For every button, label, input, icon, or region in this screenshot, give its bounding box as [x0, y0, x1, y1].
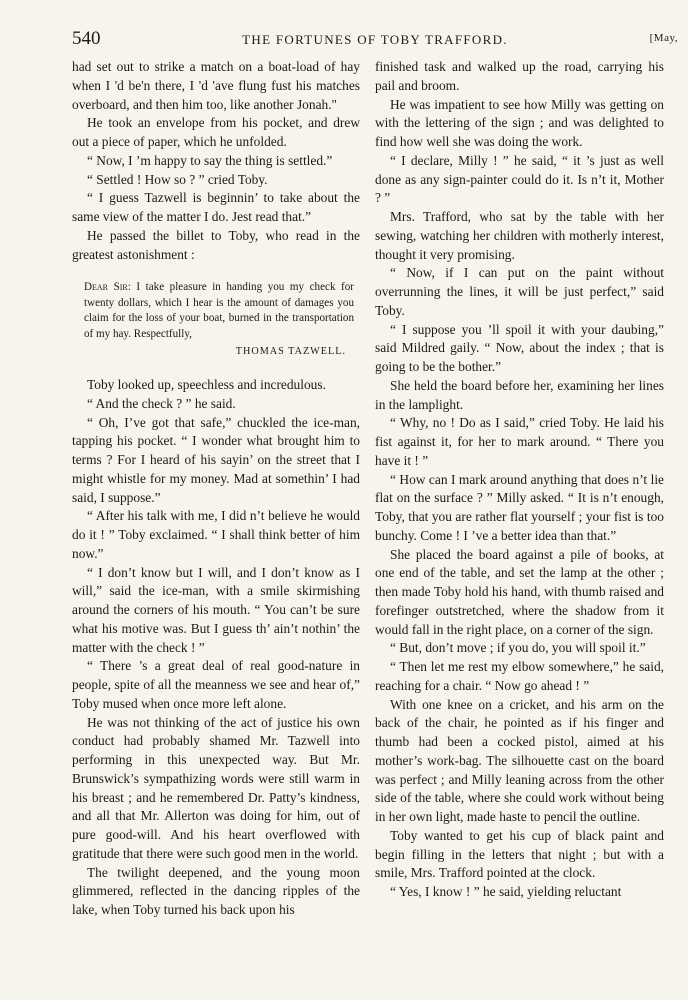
page-number: 540: [72, 28, 101, 49]
paragraph: “ Why, no ! Do as I said,” cried Toby. He laid his fist against it, for her to mark around. “ There you have it ! ”: [375, 415, 664, 468]
running-header: [72, 28, 678, 52]
paragraph: He was impatient to see how Milly was getting on with the lettering of the sign ; and was delighted to find how well she was doing the work.: [375, 96, 664, 149]
paragraph: “ Now, I ’m happy to say the thing is settled.”: [87, 152, 333, 168]
paragraph: “ I guess Tazwell is beginnin’ to take about the same view of the matter I do. Jest read that.”: [72, 190, 360, 224]
paragraph: “ I declare, Milly ! ” he said, “ it ’s just as well done as any sign-painter could do it. Is n’t it, Mother ? ”: [375, 152, 664, 206]
right-column: [375, 58, 664, 902]
paragraph: “ How can I mark around anything that does n’t lie flat on the surface ? ” Milly asked. “ It is n’t enough, Toby, that you are rather flat yourself ; your fist is too bunchy. Come ! I ’ve a better idea than that.”: [375, 471, 664, 543]
letter-signature: THOMAS TAZWELL.: [235, 345, 346, 357]
paragraph: finished task and walked up the road, carrying his pail and broom.: [375, 59, 664, 93]
paragraph: “ I suppose you ’ll spoil it with your daubing,” said Mildred gaily. “ Now, about the index ; that is going to be the bother.”: [375, 321, 664, 374]
paragraph: had set out to strike a match on a boat-load of hay when I 'd be'n there, I 'd 'ave flung fust his matches overboard, and then him too, like another Jonah.": [72, 59, 360, 112]
paragraph: “ There ’s a great deal of real good-nature in people, spite of all the meanness we see and hear of,” Toby mused when once more left alone.: [72, 658, 360, 711]
running-month: [May,: [649, 32, 678, 44]
paragraph: “ After his talk with me, I did n’t believe he would do it ! ” Toby exclaimed. “ I shall think better of him now.”: [72, 508, 360, 561]
paragraph: “ Settled ! How so ? ” cried Toby.: [87, 171, 268, 187]
paragraph: “ Now, if I can put on the paint without overrunning the lines, it will be just perfect,” said Toby.: [375, 265, 664, 318]
paragraph: “ But, don’t move ; if you do, you will spoil it.”: [390, 640, 646, 656]
paragraph: She placed the board against a pile of books, at one end of the table, and set the lamp at the other ; then made Toby hold his hand, with thumb raised and forefinger outstretched, where the shadow from it would fall in the right place, on a corner of the sign.: [375, 546, 664, 637]
paragraph: “ I don’t know but I will, and I don’t know as I will,” said the ice-man, with a smile skirmishing around the corners of his mouth. “ You can’t be sure what his motive was. But I guess th’ ain’t nothin’ the matter with the check ! ”: [72, 564, 360, 655]
paragraph: “ Oh, I’ve got that safe,” chuckled the ice-man, tapping his pocket. “ I wonder what brought him to terms ? For I heard of his sayin’ on the street that I might whistle for my money. Mad at somethin’ I had said, I suppose.”: [72, 414, 360, 505]
paragraph: He took an envelope from his pocket, and drew out a piece of paper, which he unfolded.: [72, 115, 360, 149]
paragraph: Toby wanted to get his cup of black paint and begin filling in the letters that night ; but with a smile, Mrs. Trafford pointed at the clock.: [375, 827, 664, 881]
paragraph: She held the board before her, examining her lines in the lamplight.: [375, 377, 664, 412]
quoted-letter: [84, 280, 354, 359]
letter-salutation: Dear Sir:: [84, 281, 131, 294]
paragraph: Mrs. Trafford, who sat by the table with her sewing, watching her children with motherly interest, thought it very promising.: [375, 209, 664, 262]
paragraph: He was not thinking of the act of justice his own conduct had probably shamed Mr. Tazwell into performing in this unexpected way. But Mr. Brunswick’s sympathizing words were still warm in his breast ; and he remembered Dr. Patty’s kindness, and all that Mr. Allerton was doing for him, out of pure good-will. And his heart overflowed with gratitude that there were such good men in the world.: [72, 714, 360, 861]
paragraph: With one knee on a cricket, and his arm on the back of the chair, he pointed as if his finger and thumb had been a cocked pistol, aimed at his mother’s work-bag. The silhouette cast on the board was perfect ; and Milly leaning across from the other side of the table, where she could work without being in her own light, made haste to pencil the outline.: [375, 696, 664, 824]
letter-body: I take pleasure in handing you my check for twenty dollars, which I hear is the amount of damages you claim for the loss of your boat, burned in the transportation of my hay. Respectfully,: [84, 281, 354, 341]
left-column: [72, 58, 360, 920]
paragraph: The twilight deepened, and the young moon glimmered, reflected in the dancing ripples of the lake, when Toby turned his back upon his: [72, 864, 360, 918]
paragraph: Toby looked up, speechless and incredulous.: [87, 377, 326, 393]
paragraph: “ Yes, I know ! ” he said, yielding reluctant: [390, 884, 622, 899]
paragraph: “ Then let me rest my elbow somewhere,” he said, reaching for a chair. “ Now go ahead ! ”: [375, 659, 664, 693]
paragraph: “ And the check ? ” he said.: [87, 395, 236, 411]
running-title: THE FORTUNES OF TOBY TRAFFORD.: [242, 32, 508, 47]
paragraph: He passed the billet to Toby, who read in the greatest astonishment :: [72, 227, 360, 262]
